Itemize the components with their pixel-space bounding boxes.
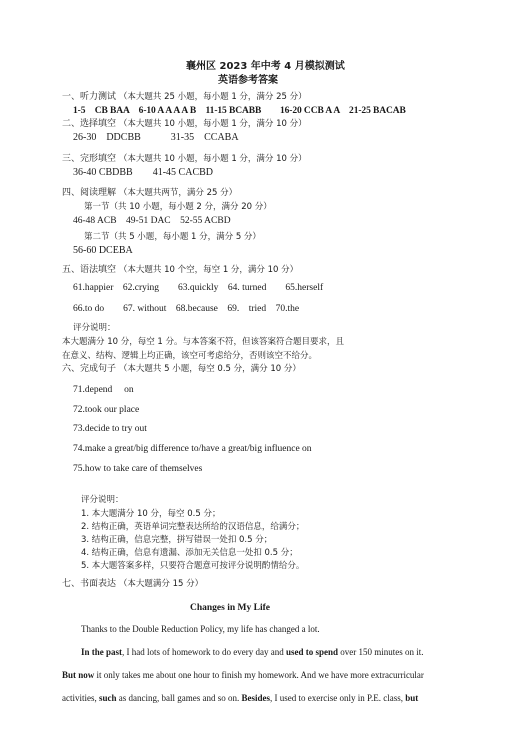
section-4-heading: [62, 187, 237, 199]
essay-text: , I used to exercise only in P.E. class,: [270, 693, 406, 703]
essay-bold-but: but: [405, 693, 419, 703]
essay-line-3: [62, 669, 424, 681]
essay-bold-used-to-spend: used to spend: [285, 647, 339, 657]
essay-line-4: [62, 692, 418, 704]
essay-bold-in-the-past: In the past: [81, 647, 123, 657]
section-1-heading: [62, 91, 307, 103]
section-7-note: （本大题满分 15 分）: [118, 579, 204, 589]
answer-75: 75.how to take care of themselves: [73, 464, 203, 474]
section-1-answers: 1-5 CB BAA 6-10 A A A A B 11-15 BCABB 16-20 CCB A A 21-25 BACAB: [73, 106, 406, 116]
section-5-heading: [62, 264, 298, 276]
section-4-part-1-answers: 46-48 ACB 49-51 DAC 52-55 ACBD: [73, 216, 231, 226]
section-6-rubric-3: 3. 结构正确，信息完整，拼写错误一处扣 0.5 分；: [81, 535, 273, 545]
section-3-title: 三、完形填空: [62, 154, 117, 164]
section-6-title: 六、完成句子: [62, 364, 117, 374]
essay-text: over 150 minutes on it.: [338, 647, 424, 657]
section-6-rubric-5: 5. 本大题答案多样，只要符合题意可按评分说明酌情给分。: [81, 561, 305, 571]
essay-title: Changes in My Life: [190, 603, 270, 613]
section-5-rubric-line-1: 本大题满分 10 分，每空 1 分。与本答案不符，但该答案符合题目要求，且: [62, 337, 345, 347]
section-4-note: （本大题共两节，满分 25 分）: [118, 188, 238, 198]
answer-72: 72.took our place: [73, 405, 140, 415]
section-2-heading: [62, 118, 307, 130]
section-5-answers-row-2: 66.to do 67. without 68.because 69. tried 70.the: [73, 304, 300, 314]
essay-text: , I had lots of homework to do every day and: [122, 647, 286, 657]
section-6-rubric-2: 2. 结构正确，英语单词完整表达所给的汉语信息，给满分；: [81, 522, 305, 532]
section-5-note: （本大题共 10 个空，每空 1 分，满分 10 分）: [118, 265, 299, 275]
answer-73: 73.decide to try out: [73, 424, 147, 434]
section-1-title: 一、听力测试: [62, 92, 117, 102]
section-4-title: 四、阅读理解: [62, 188, 117, 198]
essay-bold-such: such: [99, 693, 117, 703]
section-3-note: （本大题共 10 小题，每小题 1 分，满分 10 分）: [118, 154, 307, 164]
essay-text: activities,: [62, 693, 99, 703]
section-3-answers: 36-40 CBDBB 41-45 CACBD: [73, 167, 214, 178]
section-5-rubric-line-2: 在意义、结构、逻辑上均正确，该空可考虑给分，否则该空不给分。: [62, 351, 318, 361]
section-6-rubric-title: 评分说明：: [81, 495, 124, 505]
page-subtitle: 英语参考答案: [218, 75, 278, 86]
section-5-title: 五、语法填空: [62, 265, 117, 275]
section-1-note: （本大题共 25 小题，每小题 1 分，满分 25 分）: [118, 92, 307, 102]
essay-text: as dancing, ball games and so on.: [116, 693, 242, 703]
answer-71: 71.depend on: [73, 385, 134, 395]
essay-line-2: [81, 646, 424, 658]
essay-text: it only takes me about one hour to finish my homework. And we have more extracurricular: [94, 670, 424, 680]
section-2-answers: 26-30 DDCBB 31-35 CCABA: [73, 132, 239, 143]
section-4-part-2-answers: 56-60 DCEBA: [73, 245, 133, 256]
section-4-part-2: 第二节（共 5 小题，每小题 1 分，满分 5 分）: [84, 232, 261, 242]
essay-paragraph-1: Thanks to the Double Reduction Policy, my life has changed a lot.: [81, 624, 320, 634]
section-6-note: （本大题共 5 小题，每空 0.5 分，满分 10 分）: [118, 364, 301, 374]
answer-74: 74.make a great/big difference to/have a great/big influence on: [73, 444, 312, 454]
section-6-heading: [62, 363, 301, 375]
section-2-note: （本大题共 10 小题，每小题 1 分，满分 10 分）: [118, 119, 307, 129]
section-5-rubric-title: 评分说明：: [73, 323, 116, 333]
section-4-part-1: 第一节（共 10 小题，每小题 2 分，满分 20 分）: [84, 202, 272, 212]
section-3-heading: [62, 153, 307, 165]
page-title: 襄州区 2023 年中考 4 月模拟测试: [186, 61, 345, 72]
section-7-title: 七、书面表达: [62, 579, 117, 589]
essay-bold-besides: Besides: [241, 693, 271, 703]
essay-bold-but-now: But now: [62, 670, 95, 680]
section-7-heading: [62, 578, 203, 590]
section-6-rubric-4: 4. 结构正确，信息有遗漏、添加无关信息一处扣 0.5 分；: [81, 548, 298, 558]
section-2-title: 二、选择填空: [62, 119, 117, 129]
section-5-answers-row-1: 61.happier 62.crying 63.quickly 64. turned 65.herself: [73, 283, 324, 293]
section-6-rubric-1: 1. 本大题满分 10 分，每空 0.5 分；: [81, 509, 221, 519]
